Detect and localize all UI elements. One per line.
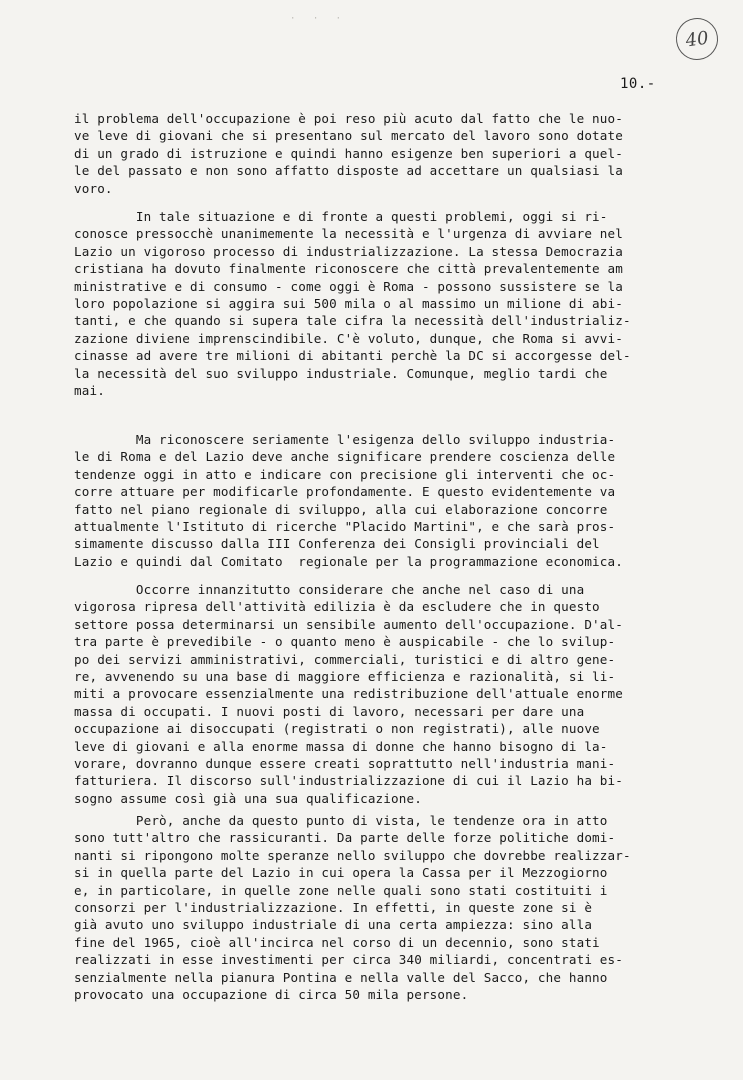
text-line: vigorosa ripresa dell'attività edilizia è da escludere che in questo [74, 599, 600, 615]
text-line: fatto nel piano regionale di sviluppo, alla cui elaborazione concorre [74, 501, 608, 517]
paragraph-2 [74, 208, 708, 399]
text-line: fatturiera. Il discorso sull'industrializzazione di cui il Lazio ha bi- [74, 773, 623, 789]
text-line: Lazio e quindi dal Comitato regionale per la programmazione economica. [74, 553, 623, 569]
text-line: po dei servizi amministrativi, commerciali, turistici e di altro gene- [74, 651, 616, 667]
text-line: simamente discusso dalla III Conferenza dei Consigli provinciali del [74, 536, 600, 552]
text-line: realizzati in esse investimenti per circa 340 miliardi, concentrati es- [74, 952, 623, 968]
text-line: sogno assume così già una sua qualificazione. [74, 790, 422, 806]
text-line: senzialmente nella pianura Pontina e nella valle del Sacco, che hanno [74, 969, 608, 985]
text-line: zazione diviene imprenscindibile. C'è voluto, dunque, che Roma si avvi- [74, 330, 623, 346]
text-line: massa di occupati. I nuovi posti di lavoro, necessari per dare una [74, 703, 585, 719]
text-line: vorare, dovranno dunque essere creati soprattutto nell'industria mani- [74, 756, 616, 772]
text-line: conosce pressocchè unanimemente la necessità e l'urgenza di avviare nel [74, 226, 623, 242]
text-line: corre attuare per modificarle profondamente. E questo evidentemente va [74, 484, 616, 500]
text-line: e, in particolare, in quelle zone nelle quali sono stati costituiti i [74, 882, 608, 898]
text-line: Però, anche da questo punto di vista, le tendenze ora in atto [74, 813, 608, 828]
text-line: il problema dell'occupazione è poi reso più acuto dal fatto che le nuo- [74, 111, 623, 126]
text-line: cinasse ad avere tre milioni di abitanti perchè la DC si accorgesse del- [74, 348, 631, 364]
text-line: mai. [74, 383, 105, 399]
text-line: la necessità del suo sviluppo industriale. Comunque, meglio tardi che [74, 365, 608, 381]
handwritten-page-mark: 40 [673, 15, 720, 62]
text-line: tanti, e che quando si supera tale cifra la necessità dell'industrializ- [74, 313, 631, 329]
text-line: cristiana ha dovuto finalmente riconoscere che città prevalentemente am [74, 261, 623, 277]
text-line: fine del 1965, cioè all'incirca nel corso di un decennio, sono stati [74, 934, 600, 950]
text-line: le di Roma e del Lazio deve anche significare prendere coscienza delle [74, 449, 616, 465]
page-number: 10.- [620, 76, 656, 92]
text-line: consorzi per l'industrializzazione. In effetti, in queste zone si è [74, 900, 593, 916]
paragraph-4 [74, 581, 708, 807]
text-line: Lazio un vigoroso processo di industrializzazione. La stessa Democrazia [74, 243, 623, 259]
text-line: occupazione ai disoccupati (registrati o non registrati), alle nuove [74, 721, 600, 737]
text-line: di un grado di istruzione e quindi hanno esigenze ben superiori a quel- [74, 145, 623, 161]
text-line: re, avvenendo su una base di maggiore efficienza e razionalità, si li- [74, 669, 616, 685]
text-line: leve di giovani e alla enorme massa di donne che hanno bisogno di la- [74, 738, 608, 754]
text-line: voro. [74, 180, 113, 196]
text-line: miti a provocare essenzialmente una redistribuzione dell'attuale enorme [74, 686, 623, 702]
text-line: loro popolazione si aggira sui 500 mila o al massimo un milione di abi- [74, 296, 623, 312]
text-line: tra parte è prevedibile - o quanto meno è auspicabile - che lo svilup- [74, 634, 616, 650]
text-line: Ma riconoscere seriamente l'esigenza dello sviluppo industria- [74, 432, 616, 447]
text-line: ministrative e di consumo - come oggi è Roma - possono sussistere se la [74, 278, 623, 294]
text-line: Occorre innanzitutto considerare che anche nel caso di una [74, 582, 585, 597]
text-line: settore possa determinarsi un sensibile aumento dell'occupazione. D'al- [74, 616, 623, 632]
text-line: le del passato e non sono affatto disposte ad accettare un qualsiasi la [74, 163, 623, 179]
text-line: attualmente l'Istituto di ricerche "Placido Martini", e che sarà pros- [74, 519, 616, 535]
text-line: si in quella parte del Lazio in cui opera la Cassa per il Mezzogiorno [74, 865, 608, 881]
text-line: nanti si ripongono molte speranze nello sviluppo che dovrebbe realizzar- [74, 847, 631, 863]
paragraph-3 [74, 431, 708, 570]
paragraph-1 [74, 110, 708, 197]
scan-artifact: · · · [290, 14, 348, 24]
paragraph-5 [74, 812, 708, 1003]
text-line: sono tutt'altro che rassicuranti. Da parte delle forze politiche domi- [74, 830, 616, 846]
text-line: tendenze oggi in atto e indicare con precisione gli interventi che oc- [74, 466, 616, 482]
text-line: provocato una occupazione di circa 50 mila persone. [74, 987, 469, 1003]
text-line: In tale situazione e di fronte a questi problemi, oggi si ri- [74, 209, 608, 224]
text-line: ve leve di giovani che si presentano sul mercato del lavoro sono dotate [74, 128, 623, 144]
text-line: già avuto uno sviluppo industriale di una certa ampiezza: sino alla [74, 917, 593, 933]
